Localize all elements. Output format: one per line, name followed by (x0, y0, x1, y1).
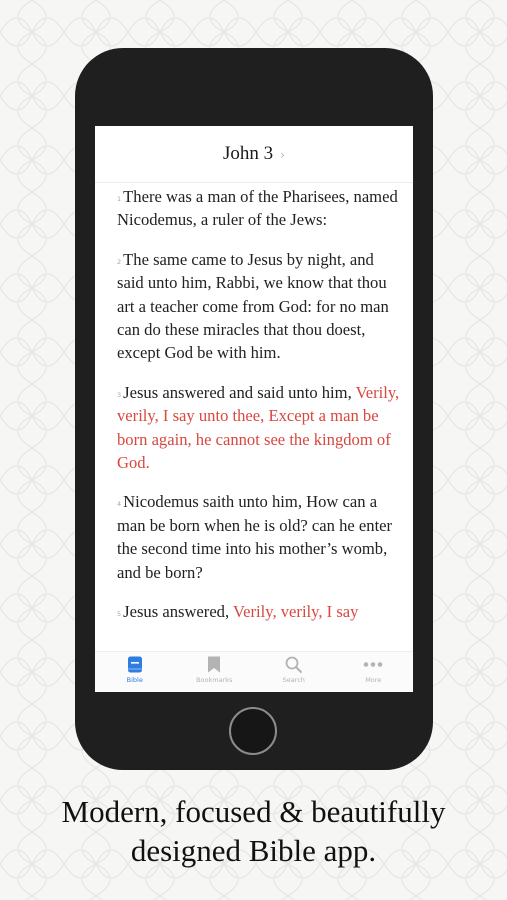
more-icon (363, 656, 383, 673)
bookmark-icon (207, 656, 221, 673)
navigation-bar (95, 126, 413, 183)
tab-bar (95, 651, 413, 692)
tagline-line-2: designed Bible app. (130, 833, 377, 868)
verse[interactable] (117, 381, 403, 475)
tab-label: Bookmarks (196, 676, 233, 684)
book-icon (127, 656, 143, 673)
tab-bible[interactable] (95, 652, 175, 692)
tab-label: Search (282, 676, 305, 684)
verse-number: 2 (117, 257, 122, 266)
verse[interactable] (117, 185, 403, 232)
tab-label: Bible (126, 676, 143, 684)
app-screen (95, 126, 413, 692)
verse-text: Jesus answered, (123, 602, 233, 622)
chapter-title[interactable]: John 3 (223, 143, 274, 164)
verse-text-red-letter: Verily, verily, I say (232, 602, 359, 622)
marketing-tagline (0, 792, 507, 870)
verse[interactable] (117, 248, 403, 365)
verse-text-red-letter: Verily, verily, I say unto thee, Except a man be born again, he cannot see the kingdom of God. (117, 382, 400, 473)
verse-number: 3 (117, 390, 122, 399)
tagline-line-1: Modern, focused & beautifully (61, 794, 446, 829)
verse-number: 1 (117, 195, 122, 203)
verse[interactable] (117, 600, 403, 623)
tab-search[interactable] (254, 652, 334, 692)
verse-text: Jesus answered and said unto him, (123, 382, 356, 402)
search-icon (285, 656, 302, 673)
verse-number: 5 (117, 610, 122, 619)
verse-number: 4 (117, 500, 122, 509)
home-button[interactable] (229, 707, 277, 755)
chevron-right-icon[interactable]: › (280, 148, 285, 162)
verse[interactable] (117, 490, 403, 584)
verse-list (117, 185, 403, 640)
tab-bookmarks[interactable] (175, 652, 255, 692)
tab-more[interactable] (334, 652, 414, 692)
verse-text: Nicodemus saith unto him, How can a man be born when he is old? can he enter the second time into his mother’s womb, and be born? (117, 492, 393, 582)
verse-text: There was a man of the Pharisees, named Nicodemus, a ruler of the Jews: (117, 187, 398, 230)
verse-text: The same came to Jesus by night, and said unto him, Rabbi, we know that thou art a teacher come from God: for no man can do these miracles that thou doest, except God be with him. (117, 249, 389, 363)
tab-label: More (365, 676, 382, 684)
